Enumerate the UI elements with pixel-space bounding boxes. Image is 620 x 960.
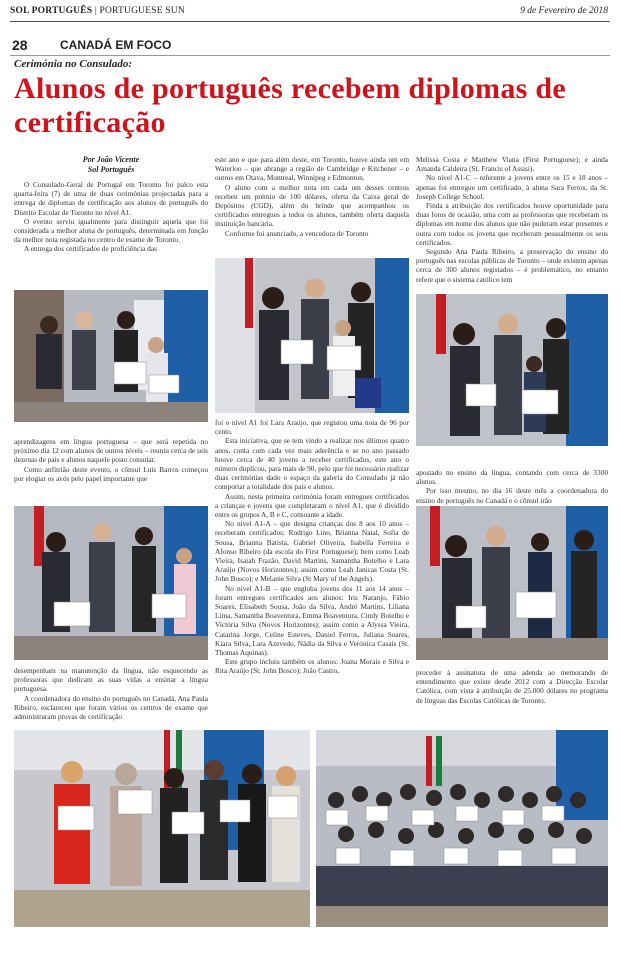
paragraph: Segundo Ana Paula Ribeiro, a preservação do ensino do português nas escolas públicas de Toronto – onde existem apenas cerca de 300 alunos registados – é problemático, no entanto refere que o sistema católico tem bbox=[416, 247, 608, 284]
page-number: 28 bbox=[12, 37, 28, 53]
byline-author: Por João Vicente bbox=[82, 155, 140, 164]
photo-students-group bbox=[316, 730, 608, 927]
paragraph: apostado no ensino da língua, contando com cerca de 3300 alunos. bbox=[416, 468, 608, 487]
paragraph: Este grupo incluiu também os alunos: Joana Morais e Silva e Rita Araújo (St. John Bosco); João Castro, bbox=[215, 657, 409, 676]
publication-name: SOL PORTUGUÊS bbox=[10, 6, 93, 16]
paragraph: aprendizagens em língua portuguesa – que será repetida no próximo dia 12 com alunos de outros níveis – reuniu cerca de seis dezenas de pais e alunos naquele posto consular. bbox=[14, 437, 208, 465]
paragraph: O evento serviu igualmente para distinguir aquela que foi considerada a melhor aluna de português, determinada em função da melhor nota registada no centro de exame de Toronto. bbox=[14, 216, 208, 245]
col1-top bbox=[14, 180, 208, 286]
paragraph: Como anfitrião deste evento, o cônsul Luís Barros começou por elogiar os avós pelo papel importante que bbox=[14, 464, 208, 483]
article-kicker: Cerimónia no Consulado: bbox=[14, 58, 132, 70]
photo-student-certificate-4 bbox=[416, 506, 608, 660]
paragraph: Por isso mesmo, no dia 16 deste mês a coordenadora do ensino de português no Canadá e o cônsul irão bbox=[416, 486, 608, 505]
photo-teachers-group bbox=[14, 730, 310, 927]
paragraph: Esta iniciativa, que se tem vindo a realizar nos últimos quatro anos, conta com cada vez mais aderência e se no ano passado houve cerca de 40 jovens a receber certificados, este ano o número duplicou, para mais de 90, pelo que foi necessário realizar duas cerimónias dado o espaço da galeria do Consulado já não comportar a totalidade dos pais e alunos. bbox=[215, 436, 409, 492]
paragraph: O Consulado-Geral de Portugal em Toronto foi palco esta quarta-feira (7) de uma de duas cerimónias projectadas para a entrega de diplomas de certificação aos alunos de português do Distrito Escolar de Toronto no nível A1. bbox=[14, 180, 208, 217]
article-headline: Alunos de português recebem diplomas de certificação bbox=[14, 72, 567, 139]
col3-mid bbox=[416, 468, 608, 508]
issue-date: 9 de Fevereiro de 2018 bbox=[520, 6, 608, 16]
masthead bbox=[10, 6, 185, 16]
paragraph: No nível A1-C – referente a jovens entre os 15 e 18 anos – apenas foi entregue um certificado, à aluna Sara Ferros, da St. Joseph College School. bbox=[416, 173, 608, 201]
photo-student-certificate-1 bbox=[14, 290, 208, 422]
paragraph: No nível A1-B – que engloba jovens dos 11 aos 14 anos – foram entregues certificados aos alunos: Iris Naranjo, Fábio Soares, Elisabeth Sousa, João da Silva, André Martins, Liliana Lima, Samantha Boaventura, Emma Boaventura, Cindy Botelho e Victória Silva (Novos Horizontes); assim como a Alyssa Vieira, Catarina Jorge, Celine Esteves, Daniel Ferros, Juliana Soares, Kiara Silva, Lara Azevedo, Nádia da Silva e Verónica Casais (St. Thomas Aquinas). bbox=[215, 583, 409, 658]
col1-bot bbox=[14, 666, 208, 730]
paragraph: A coordenadora do ensino do português no Canadá, Ana Paula Ribeiro, esclareceu que foram vários os centros de exame que administraram provas de certificação bbox=[14, 693, 208, 722]
paragraph: proceder à assinatura de uma adenda ao memorando de entendimento que existe desde 2012 com a Direcção Escolar Católica, com vista à atribuição de 25.000 dólares no programa de línguas das Escolas Católicas de Toronto. bbox=[416, 668, 608, 705]
byline-outlet: Sol Português bbox=[87, 165, 135, 174]
col1-mid bbox=[14, 437, 208, 501]
paragraph: Assim, nesta primeira cerimónia foram entregues certificados a crianças e jovens que completaram o nível A1, que é dividido entre os grupos A, B e C, consoante a idade. bbox=[215, 491, 409, 520]
paragraph: Melissa Costa e Matthew Viana (First Portuguese); e ainda Amanda Caldeira (St. Francis of Assisi). bbox=[416, 155, 608, 174]
photo-top-student-award bbox=[215, 258, 409, 413]
col3-bot bbox=[416, 668, 608, 728]
paragraph: desempenham na manutenção da língua, não esquecendo as professoras que dedicam as suas vidas a ensinar a língua portuguesa. bbox=[14, 666, 208, 694]
photo-student-certificate-3 bbox=[416, 294, 608, 446]
paragraph: O aluno com a melhor nota em cada um desses centros recebeu um prémio de 100 dólares, oferta da Caixa geral de Depósitos (CGD), além do brinde que acompanhou os certificados entregues a todos os alunos, também oferta daquela instituição bancária. bbox=[215, 182, 409, 229]
photo-student-certificate-2 bbox=[14, 506, 208, 660]
byline bbox=[14, 155, 208, 175]
col2-bot bbox=[215, 418, 409, 736]
paragraph: Conforme foi anunciado, a vencedora de Toronto bbox=[225, 228, 369, 238]
paragraph: No nível A1-A – que designa crianças dos 8 aos 10 anos – receberam certificados: Rodrigo Lino, Brianna Natal, Sofia de Sousa, Brianna Batista, Gabriel Oliveira, Isabella Ferreira e Afonso Ribeiro (da escola do First Portuguese); bem como Leah Vieira, Isaiah Frazão, David Martins, Samantha Botelho e Lara Araújo (Novos Horizontes); assim como Leah Janicas Costa (St. John Bosco); e Melanie Silva (St Mary of the Angels). bbox=[215, 519, 409, 584]
section-title: CANADÁ EM FOCO bbox=[60, 38, 172, 52]
paragraph: A entrega dos certificados de proficiência das bbox=[24, 244, 157, 254]
publication-name-en: PORTUGUESE SUN bbox=[99, 6, 185, 16]
paragraph: este ano e que para além deste, em Toronto, houve ainda um em Waterloo – que abrange a região de Cambridge e Kitchener – e outros em Otava, Montreal, Winnipeg e Edmonton. bbox=[215, 155, 409, 183]
paragraph: foi o nível A1 foi Lara Araújo, que registou uma nota de 96 por cento. bbox=[215, 418, 409, 437]
masthead-rule bbox=[10, 21, 610, 22]
col3-top bbox=[416, 155, 608, 290]
section-rule bbox=[10, 55, 610, 56]
paragraph: Finda a atribuição dos certificados houve oportunidade para duas fotos de ocasião, uma com as professoras que receberam os diplomas em nome dos alunos que não puderam estar presentes e outra com todos os jovens que receberam pessoalmente os seus certificados. bbox=[416, 201, 608, 247]
masthead-separator: | bbox=[94, 6, 97, 16]
col2-top bbox=[215, 155, 409, 255]
